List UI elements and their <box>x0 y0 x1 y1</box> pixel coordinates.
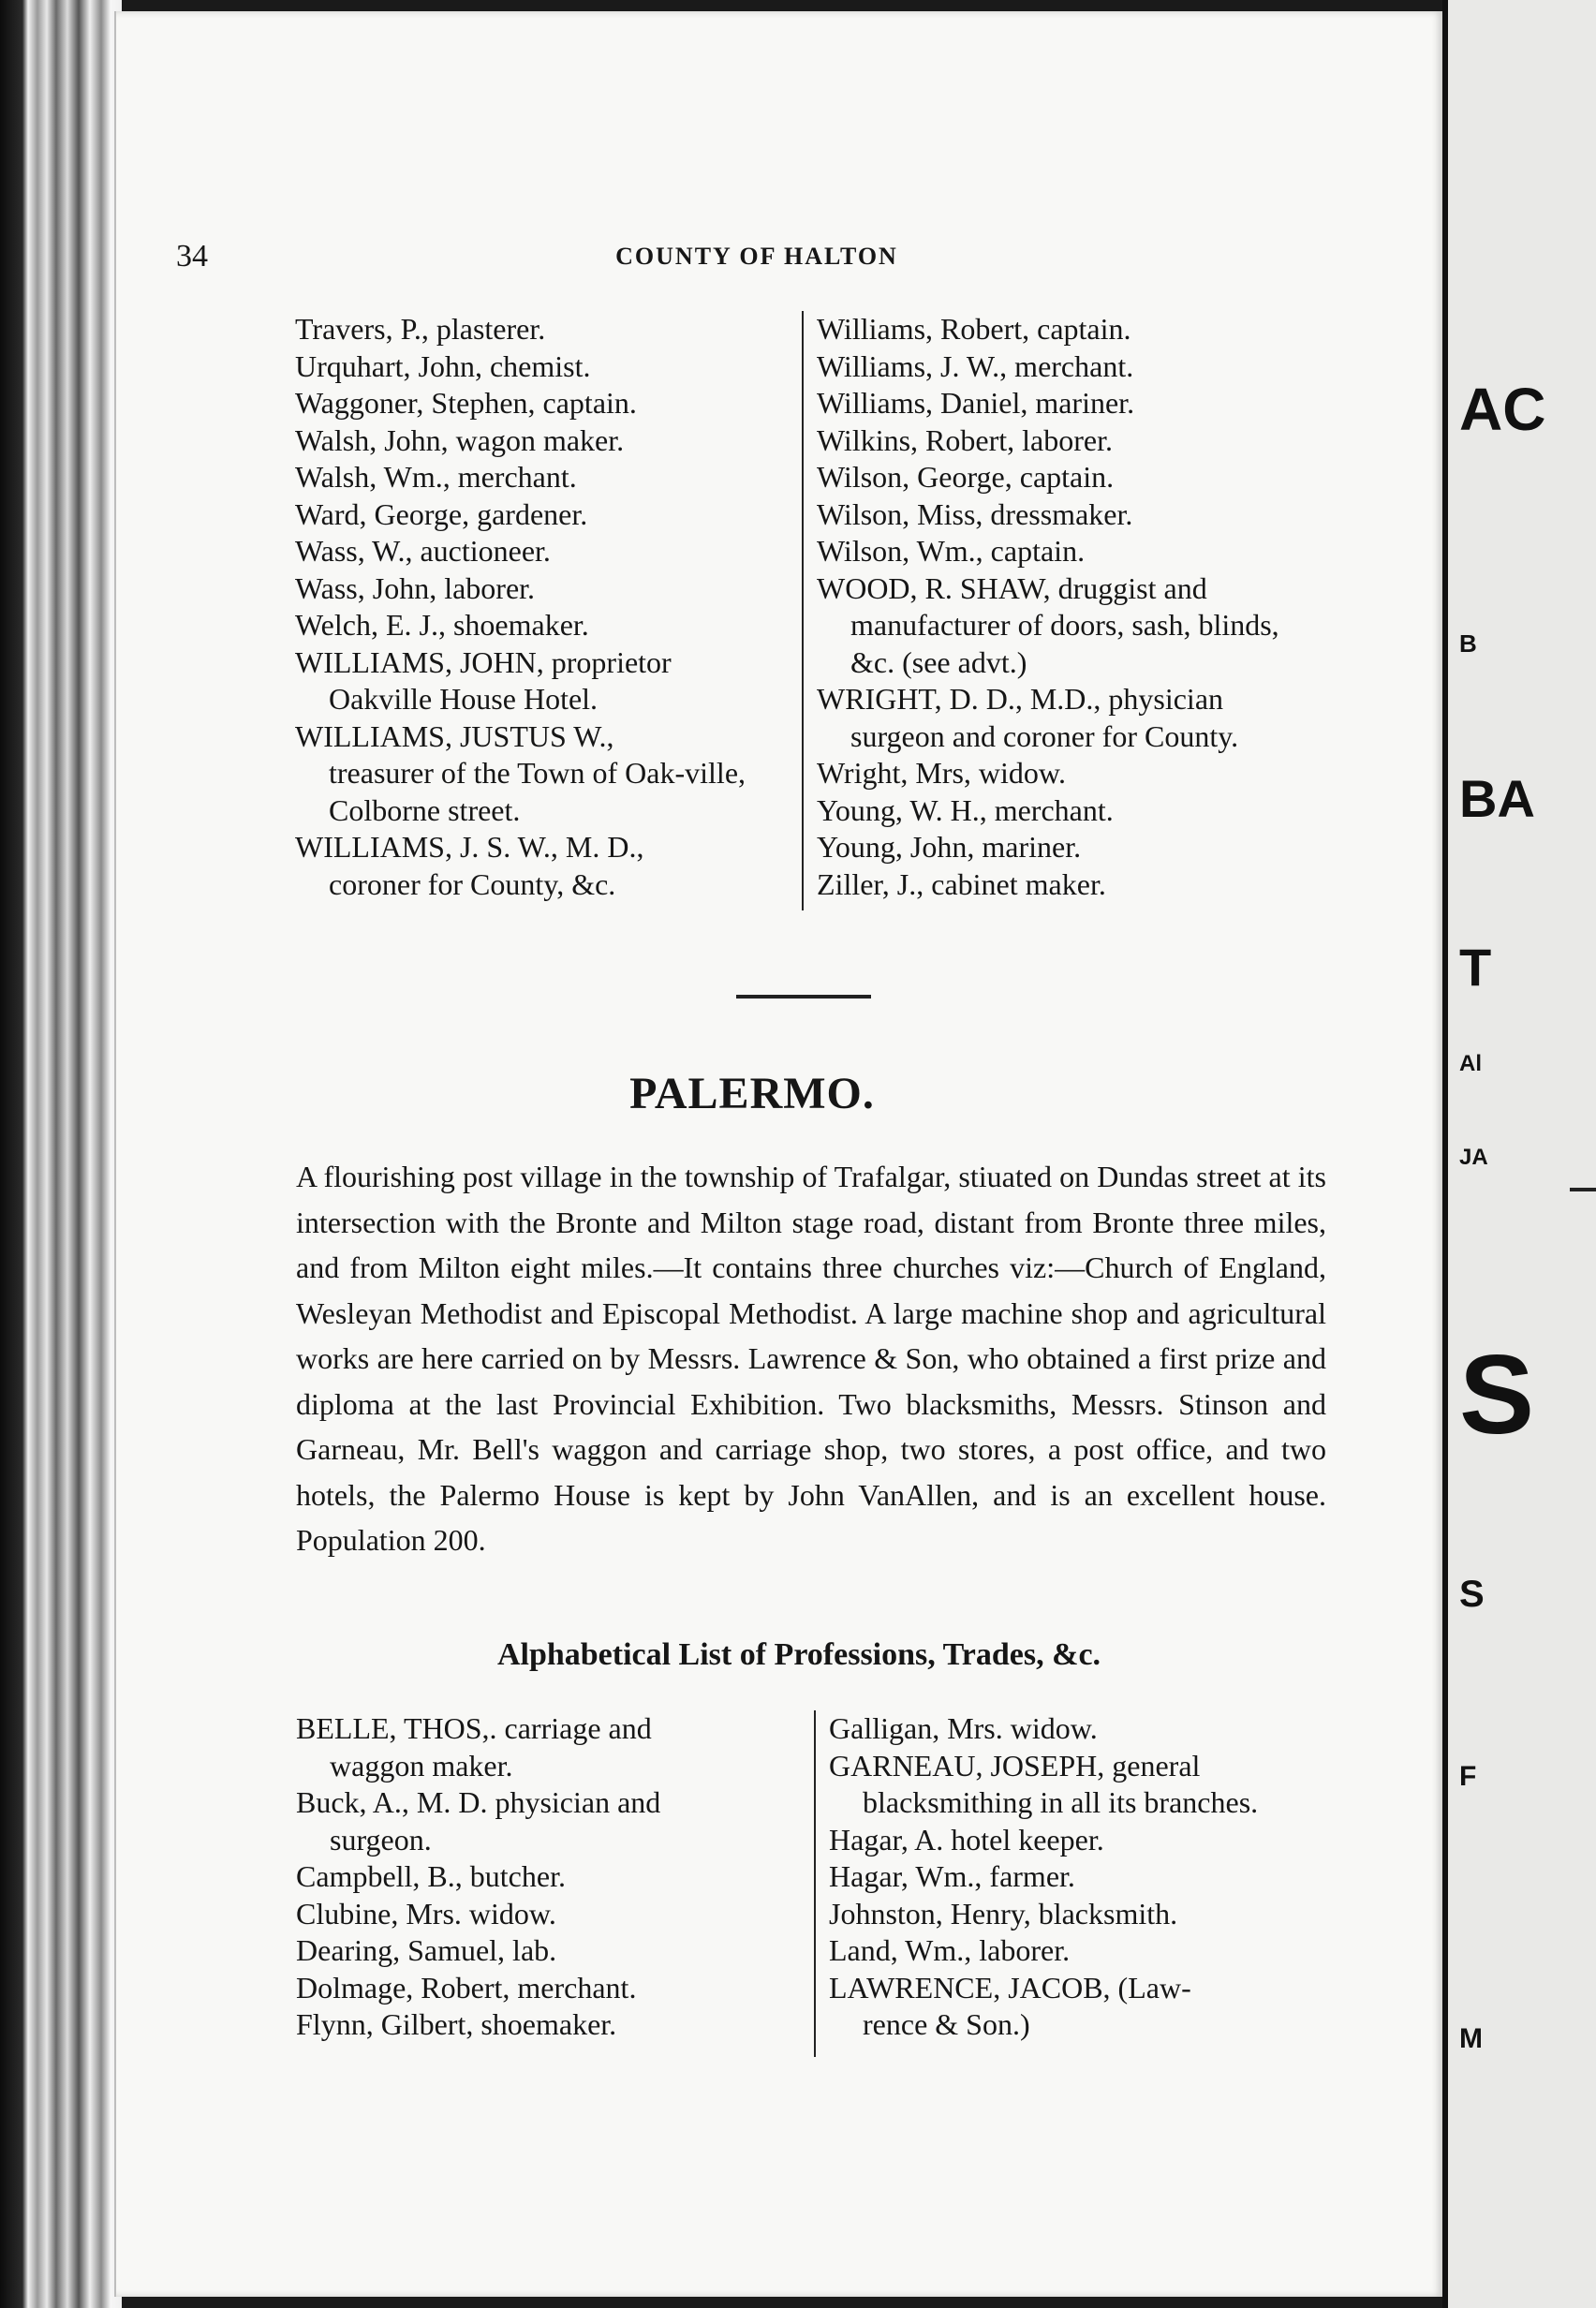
entry-text: Waggoner, Stephen, captain. <box>295 386 637 420</box>
entry-text: Clubine, Mrs. widow. <box>296 1896 556 1931</box>
directory-entry <box>829 1932 1336 1970</box>
facing-page-fragment: T <box>1459 938 1492 997</box>
entry-text: Wilkins, Robert, laborer. <box>817 422 1113 457</box>
entry-text: Travers, P., plasterer. <box>295 312 546 346</box>
entry-text: Galligan, Mrs. widow. <box>829 1711 1098 1745</box>
directory-entry <box>817 755 1328 792</box>
entry-text: Urquhart, John, chemist. <box>295 348 591 383</box>
entry-text: BELLE, THOS,. carriage and <box>296 1711 652 1745</box>
directory-entry <box>817 311 1328 348</box>
directory-entry <box>817 792 1328 830</box>
directory-entry <box>295 644 798 718</box>
entry-text: Buck, A., M. D. physician and <box>296 1785 661 1819</box>
directory-entry <box>295 607 798 644</box>
directory-entry <box>817 866 1328 904</box>
entry-continuation: surgeon and coroner for County. <box>850 718 1239 753</box>
section-divider <box>736 995 871 999</box>
directory-entry <box>295 311 798 348</box>
directory-entry <box>817 459 1328 496</box>
directory-entry <box>829 1858 1336 1896</box>
directory-entry <box>296 1784 805 1858</box>
facing-page-fragment: S <box>1459 1332 1535 1457</box>
entry-text: WOOD, R. SHAW, druggist and <box>817 570 1207 605</box>
directory-entry <box>829 1748 1336 1822</box>
entry-text: Wilson, Miss, dressmaker. <box>817 496 1133 531</box>
list-subheading: Alphabetical List of Professions, Trades, &c. <box>496 1637 1101 1672</box>
entry-text: Johnston, Henry, blacksmith. <box>829 1896 1178 1931</box>
section-description: A flourishing post village in the township of Trafalgar, stiuated on Dundas street at its intersection with the Bronte and Milton stage road, distant from Bronte three miles, and from Milton eight miles.—It contains three churches viz:—Church of England, Wesleyan Methodist and Episcopal Methodist. A large machine shop and agricultural works are here carried on by Messrs. Lawrence & Son, who obtained a first prize and diploma at the last Provincial Exhibition. Two blacksmiths, Messrs. Stinson and Garneau, Mr. Bell's waggon and carriage shop, two stores, a post office, and two hotels, the Palermo House is kept by John VanAllen, and is an excellent house. Population 200. <box>296 1160 1326 1557</box>
entry-text: WILLIAMS, JOHN, proprietor <box>295 644 672 679</box>
entry-text: Campbell, B., butcher. <box>296 1859 566 1893</box>
running-head: COUNTY OF HALTON <box>615 243 898 270</box>
directory-entry <box>817 533 1328 570</box>
entry-text: WILLIAMS, J. S. W., M. D., <box>295 830 644 864</box>
directory-entry <box>817 496 1328 534</box>
entry-text: GARNEAU, JOSEPH, general <box>829 1748 1201 1783</box>
entry-text: Walsh, Wm., merchant. <box>295 460 577 494</box>
entry-text: Wass, John, laborer. <box>295 570 536 605</box>
book-binding <box>0 0 122 2308</box>
directory-entry <box>296 2006 805 2044</box>
facing-page-fragment: Al <box>1459 1051 1482 1076</box>
directory-column-left <box>176 311 804 910</box>
entry-continuation: waggon maker. <box>330 1748 513 1783</box>
entry-text: Wright, Mrs, widow. <box>817 756 1066 790</box>
entry-text: Wilson, George, captain. <box>817 460 1115 494</box>
entry-text: Wilson, Wm., captain. <box>817 534 1086 568</box>
directory-entry <box>295 348 798 386</box>
entry-text: WILLIAMS, JUSTUS W., <box>295 718 614 753</box>
entry-text: Walsh, John, wagon maker. <box>295 422 625 457</box>
directory-column-right <box>816 1710 1336 2057</box>
directory-column-left <box>296 1710 816 2057</box>
directory-entry <box>296 1970 805 2007</box>
directory-entry <box>829 1822 1336 1859</box>
entry-text: Ward, George, gardener. <box>295 496 588 531</box>
directory-entry <box>829 1896 1336 1933</box>
directory-entry <box>295 570 798 608</box>
directory-column-right <box>804 311 1328 910</box>
directory-entry <box>295 422 798 460</box>
directory-entry <box>295 459 798 496</box>
entry-text: Dearing, Samuel, lab. <box>296 1933 557 1967</box>
directory-list-bottom <box>296 1710 1336 2057</box>
entry-text: LAWRENCE, JACOB, (Law- <box>829 1970 1191 2005</box>
facing-page-fragment: JA <box>1459 1145 1488 1170</box>
entry-text: Hagar, Wm., farmer. <box>829 1859 1075 1893</box>
entry-text: Welch, E. J., shoemaker. <box>295 608 589 642</box>
directory-entry <box>817 681 1328 755</box>
facing-page-fragment: S <box>1459 1574 1485 1615</box>
entry-continuation: manufacturer of doors, sash, blinds, &c. (see advt.) <box>850 608 1279 679</box>
directory-list-top <box>176 311 1328 910</box>
entry-text: Wass, W., auctioneer. <box>295 534 551 568</box>
page-number: 34 <box>176 239 208 274</box>
page-header <box>176 239 1337 276</box>
directory-entry <box>296 1710 805 1784</box>
directory-entry <box>817 570 1328 682</box>
directory-entry <box>295 829 798 903</box>
facing-page-fragment: F <box>1459 1761 1477 1792</box>
entry-text: Williams, Daniel, mariner. <box>817 386 1135 420</box>
directory-entry <box>296 1932 805 1970</box>
entry-text: Young, W. H., merchant. <box>817 792 1114 827</box>
facing-page-fragment: AC <box>1459 376 1546 443</box>
directory-entry <box>296 1896 805 1933</box>
directory-entry <box>295 718 798 830</box>
directory-entry <box>817 829 1328 866</box>
entry-continuation: surgeon. <box>330 1822 432 1857</box>
entry-text: WRIGHT, D. D., M.D., physician <box>817 682 1224 716</box>
section-title: PALERMO. <box>629 1069 875 1118</box>
entry-text: Young, John, mariner. <box>817 830 1082 864</box>
entry-text: Williams, J. W., merchant. <box>817 348 1134 383</box>
facing-page-fragment: M <box>1459 2023 1483 2054</box>
facing-page-fragment: B <box>1459 629 1477 658</box>
entry-continuation: treasurer of the Town of Oak-ville, Colborne street. <box>329 756 746 827</box>
directory-entry <box>295 533 798 570</box>
entry-text: Hagar, A. hotel keeper. <box>829 1822 1104 1857</box>
directory-entry <box>295 385 798 422</box>
directory-entry <box>829 1970 1336 2044</box>
facing-page-fragment: BA <box>1459 769 1535 828</box>
directory-entry <box>829 1710 1336 1748</box>
entry-continuation: rence & Son.) <box>863 2007 1030 2041</box>
facing-page <box>1442 0 1596 2308</box>
directory-entry <box>817 422 1328 460</box>
entry-text: Ziller, J., cabinet maker. <box>817 866 1106 901</box>
facing-page-rule <box>1570 1188 1596 1191</box>
entry-text: Land, Wm., laborer. <box>829 1933 1071 1967</box>
entry-continuation: coroner for County, &c. <box>329 866 616 901</box>
directory-entry <box>295 496 798 534</box>
entry-text: Flynn, Gilbert, shoemaker. <box>296 2007 617 2041</box>
entry-continuation: blacksmithing in all its branches. <box>863 1785 1259 1819</box>
directory-entry <box>296 1858 805 1896</box>
entry-text: Dolmage, Robert, merchant. <box>296 1970 637 2005</box>
directory-entry <box>817 385 1328 422</box>
entry-continuation: Oakville House Hotel. <box>329 682 598 716</box>
directory-entry <box>817 348 1328 386</box>
entry-text: Williams, Robert, captain. <box>817 312 1131 346</box>
